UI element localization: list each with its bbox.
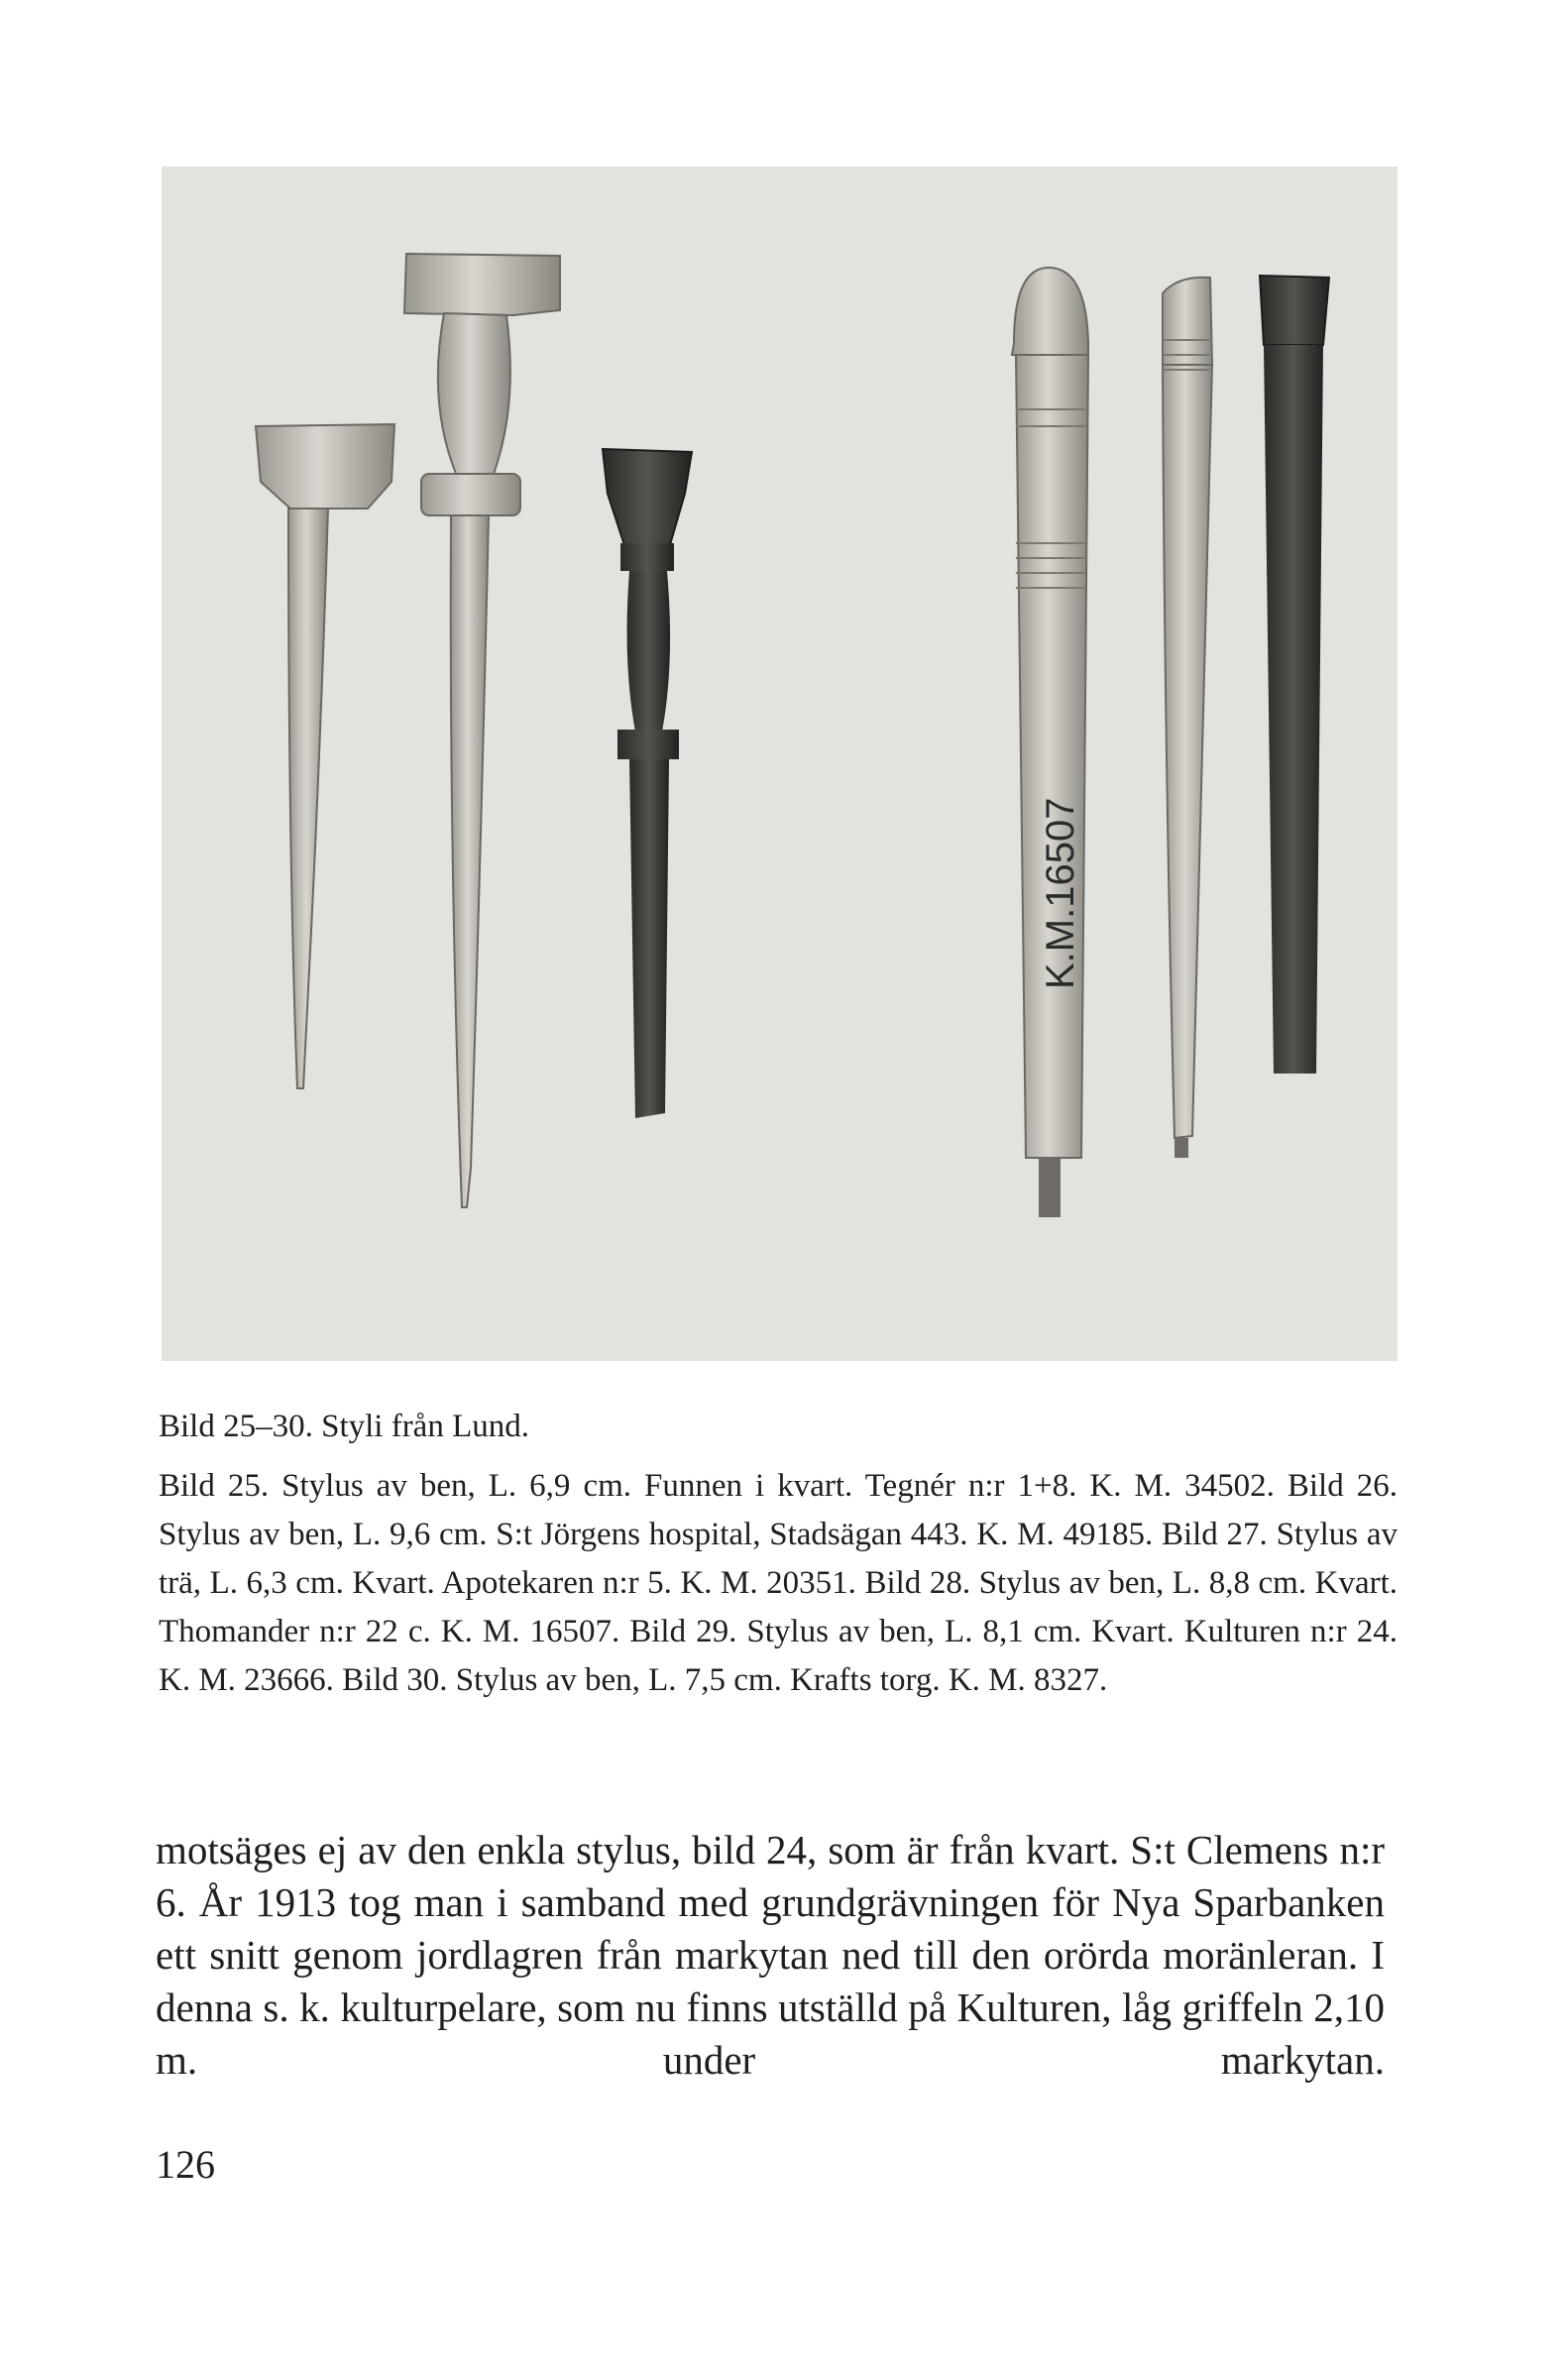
styli-photograph: [162, 167, 1398, 1361]
body-paragraph: motsäges ej av den enkla stylus, bild 24, som är från kvart. S:t Clemens n:r 6. År 1913 tog man i samband med grundgrävningen för Nya Sparbanken ett snitt genom jordlagren från markytan ned till den orörda moränleran. I denna s. k. kulturpelare, som nu finns utställd på Kulturen, låg griffeln 2,10 m. under markytan.: [156, 1827, 1385, 2083]
figure-caption-title: Bild 25–30. Styli från Lund.: [159, 1409, 529, 1444]
figure-caption-details: Bild 25. Stylus av ben, L. 6,9 cm. Funnen i kvart. Tegnér n:r 1+8. K. M. 34502. Bild 26. Stylus av ben, L. 9,6 cm. S:t Jörgens hospital, Stadsägan 443. K. M. 49185. Bild 27. Stylus av trä, L. 6,3 cm. Kvart. Apotekaren n:r 5. K. M. 20351. Bild 28. Stylus av ben, L. 8,8 cm. Kvart. Thomander n:r 22 c. K. M. 16507. Bild 29. Stylus av ben, L. 8,1 cm. Kvart. Kulturen n:r 24. K. M. 23666. Bild 30. Stylus av ben, L. 7,5 cm. Krafts torg. K. M. 8327.: [159, 1468, 1398, 1698]
stylus-28-museum-label: K.M.16507: [1039, 797, 1082, 989]
page-number: 126: [156, 2142, 215, 2187]
